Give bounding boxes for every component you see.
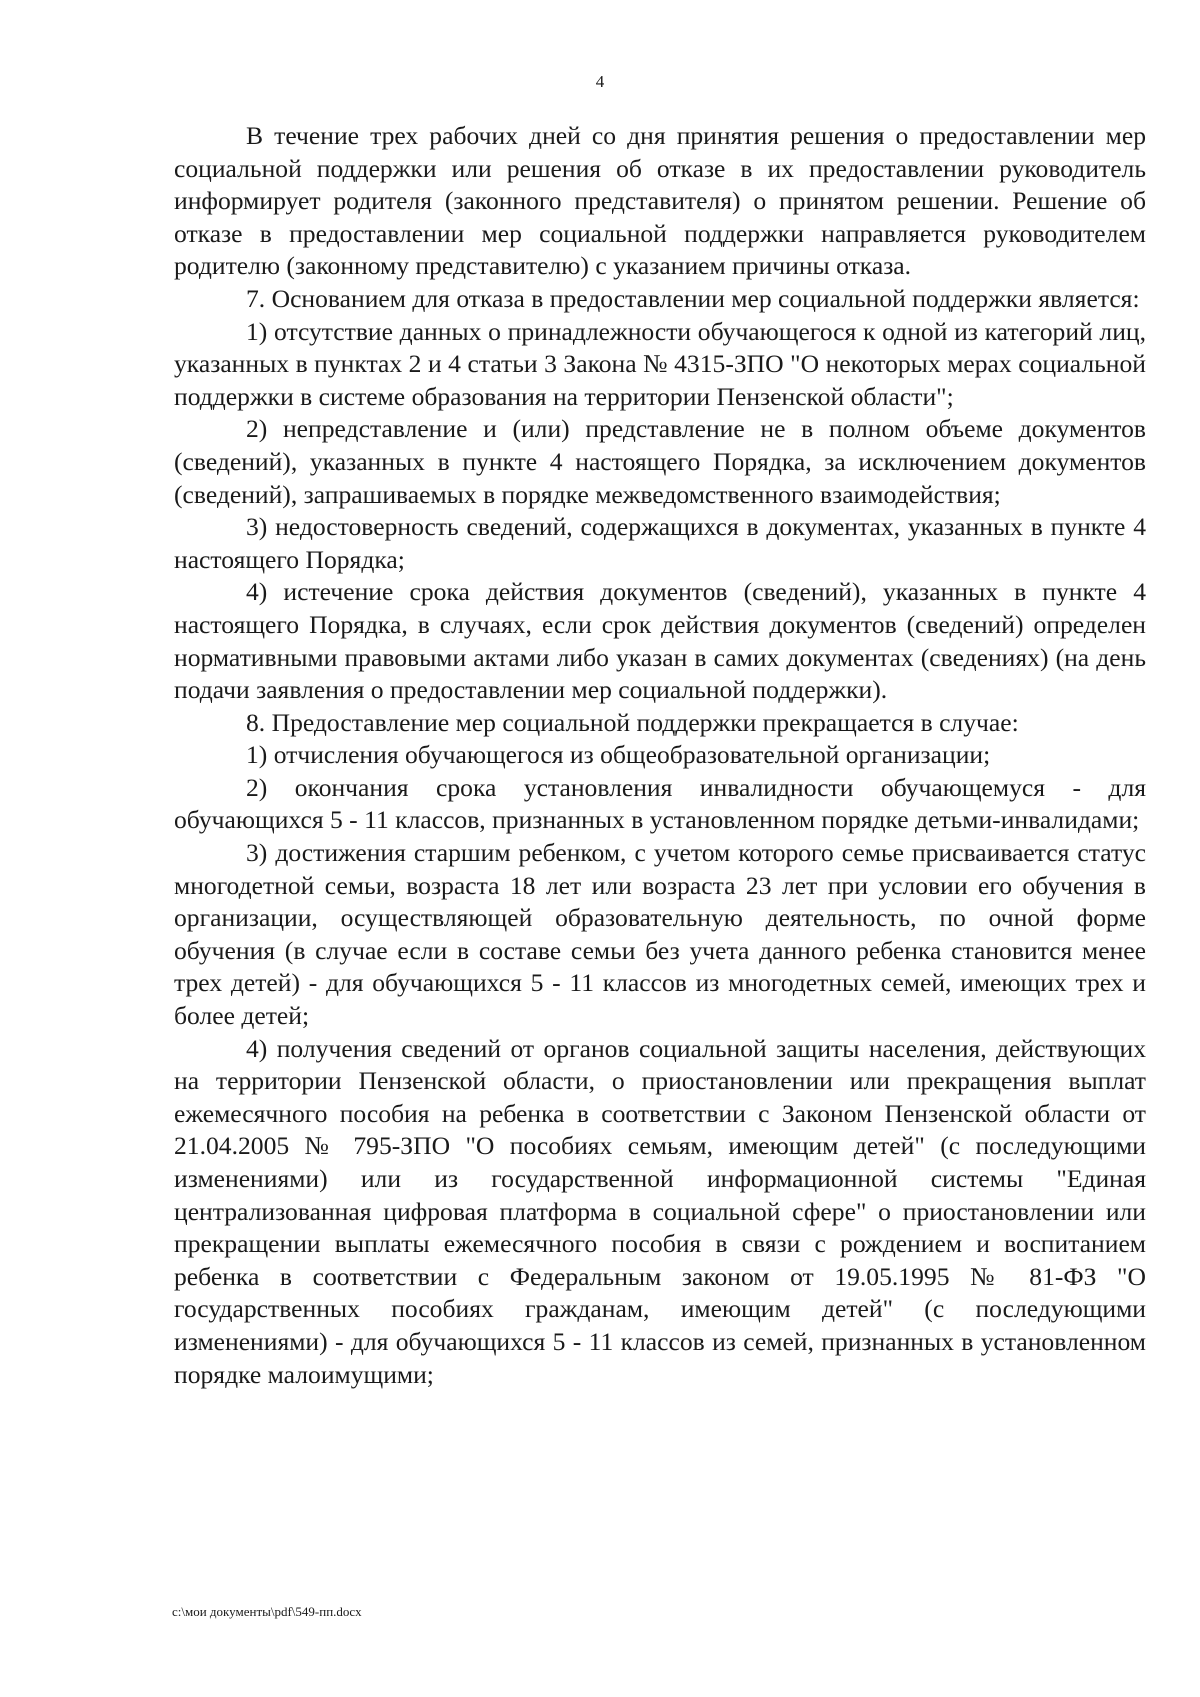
paragraph-item-8: 8. Предоставление мер социальной поддержки прекращается в случае:	[246, 707, 1019, 737]
paragraph-item-8-4: 4) получения сведений от органов социальной защиты населения, действующих на территории Пензенской области, о приостановлении или прекращения выплат ежемесячного пособия на ребенка в соответствии с Законом Пензенской области от 21.04.2005 № 795-ЗПО "О пособиях семьям, имеющим детей" (с последующими изменениями) или из государственной информационной системы "Единая централизованная цифровая платформа в социальной сфере" о приостановлении или прекращении выплаты ежемесячного пособия в связи с рождением и воспитанием ребенка в соответствии с Федеральным законом от 19.05.1995 № 81-ФЗ "О государственных пособиях гражданам, имеющим детей" (с последующими изменениями) - для обучающихся 5 - 11 классов из семей, признанных в установленном порядке малоимущими;	[174, 1033, 1146, 1389]
paragraph-item-8-3: 3) достижения старшим ребенком, с учетом которого семье присваивается статус многодетной семьи, возраста 18 лет или возраста 23 лет при условии его обучения в организации, осуществляющей образовательную деятельность, по очной форме обучения (в случае если в составе семьи без учета данного ребенка становится менее трех детей) - для обучающихся 5 - 11 классов из многодетных семей, имеющих трех и более детей;	[174, 838, 1146, 1031]
paragraph-item-7-3: 3) недостоверность сведений, содержащихся в документах, указанных в пункте 4 настоящего Порядка;	[174, 512, 1146, 574]
paragraph-item-7-4: 4) истечение срока действия документов (сведений), указанных в пункте 4 настоящего Порядка, в случаях, если срок действия документов (сведений) определен нормативными правовыми актами либо указан в самих документах (сведениях) (на день подачи заявления о предоставлении мер социальной поддержки).	[174, 577, 1146, 705]
paragraph-item-7-1: 1) отсутствие данных о принадлежности обучающегося к одной из категорий лиц, указанных в пунктах 2 и 4 статьи 3 Закона № 4315-ЗПО "О некоторых мерах социальной поддержки в системе образования на территории Пензенской области";	[174, 316, 1146, 411]
paragraph-item-7: 7. Основанием для отказа в предоставлении мер социальной поддержки является:	[246, 283, 1140, 313]
paragraph-item-8-2: 2) окончания срока установления инвалидности обучающемуся - для обучающихся 5 - 11 классов, признанных в установленном порядке детьми-инвалидами;	[174, 772, 1146, 835]
paragraph-item-8-1: 1) отчисления обучающегося из общеобразовательной организации;	[246, 740, 991, 770]
paragraph-notification: В течение трех рабочих дней со дня принятия решения о предоставлении мер социальной поддержки или решения об отказе в их предоставлении руководитель информирует родителя (законного представителя) о принятом решении. Решение об отказе в предоставлении мер социальной поддержки направляется руководителем родителю (законному представителю) с указанием причины отказа.	[174, 121, 1146, 281]
paragraph-item-7-2: 2) непредставление и (или) представление не в полном объеме документов (сведений), указанных в пункте 4 настоящего Порядка, за исключением документов (сведений), запрашиваемых в порядке межведомственного взаимодействия;	[174, 414, 1146, 509]
document-body	[174, 120, 1146, 1391]
footer-file-path: c:\мои документы\pdf\549-пп.docx	[172, 1604, 362, 1619]
page-number: 4	[595, 72, 605, 91]
